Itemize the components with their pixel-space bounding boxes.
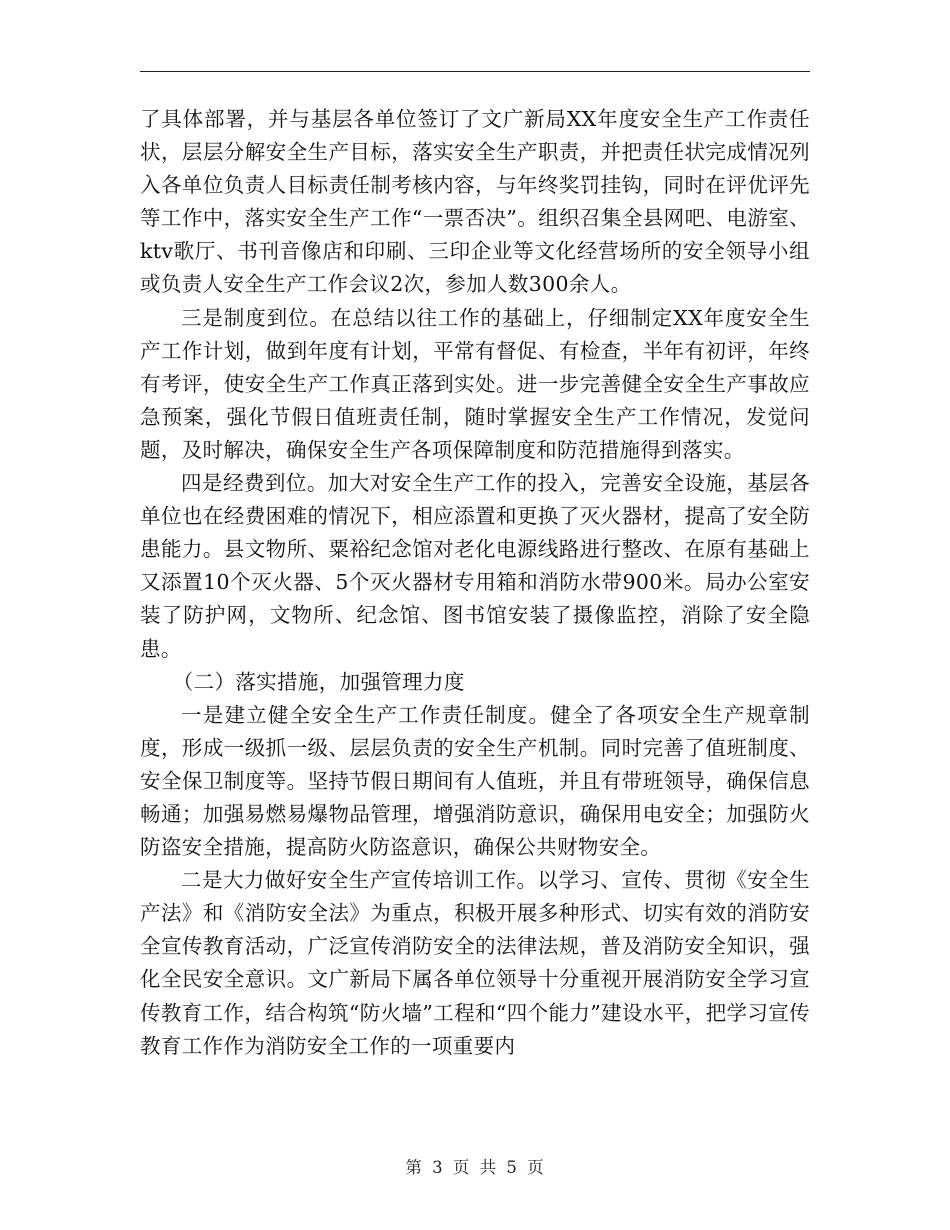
page-number-footer: 第 3 页 共 5 页 [405,1158,545,1177]
paragraph-funding-in-place: 四是经费到位。加大对安全生产工作的投入，完善安全设施，基层各单位也在经费困难的情况下，相应添置和更换了灭火器材，提高了安全防患能力。县文物所、粟裕纪念馆对老化电源线路进行整改、在原有基础上又添置10个灭火器、5个灭火器材专用箱和消防水带900米。局办公室安装了防护网，文物所、纪念馆、图书馆安装了摄像监控，消除了安全隐患。 [140,471,810,661]
header-rule [140,71,810,72]
paragraph-responsibility-system: 一是建立健全安全生产工作责任制度。健全了各项安全生产规章制度，形成一级抓一级、层层负责的安全生产机制。同时完善了值班制度、安全保卫制度等。坚持节假日期间有人值班，并且有带班领导，确保信息畅通；加强易燃易爆物品管理，增强消防意识，确保用电安全；加强防火防盗安全措施，提高防火防盗意识，确保公共财物安全。 [140,702,810,860]
paragraph-publicity-training: 二是大力做好安全生产宣传培训工作。以学习、宣传、贯彻《安全生产法》和《消防安全法》为重点，积极开展多种形式、切实有效的消防安全宣传教育活动，广泛宣传消防安全的法律法规，普及消防安全知识，强化全民安全意识。文广新局下属各单位领导十分重视开展消防安全学习宣传教育工作，结合构筑“防火墙”工程和“四个能力”建设水平，把学习宣传教育工作作为消防安全工作的一项重要内 [140,868,810,1058]
paragraph-continuation: 了具体部署，并与基层各单位签订了文广新局XX年度安全生产工作责任状，层层分解安全生产目标，落实安全生产职责，并把责任状完成情况列入各单位负责人目标责任制考核内容，与年终奖罚挂钩，同时在评优评先等工作中，落实安全生产工作“一票否决”。组织召集全县网吧、电游室、ktv歌厅、书刊音像店和印刷、三印企业等文化经营场所的安全领导小组或负责人安全生产工作会议2次，参加人数300余人。 [140,107,810,297]
page-body [140,103,810,1063]
paragraph-system-in-place: 三是制度到位。在总结以往工作的基础上，仔细制定XX年度安全生产工作计划，做到年度有计划，平常有督促、有检查，半年有初评，年终有考评，使安全生产工作真正落到实处。进一步完善健全安全生产事故应急预案，强化节假日值班责任制，随时掌握安全生产工作情况，发觉问题，及时解决，确保安全生产各项保障制度和防范措施得到落实。 [140,305,810,462]
section-subheading: （二）落实措施，加强管理力度 [172,669,465,694]
